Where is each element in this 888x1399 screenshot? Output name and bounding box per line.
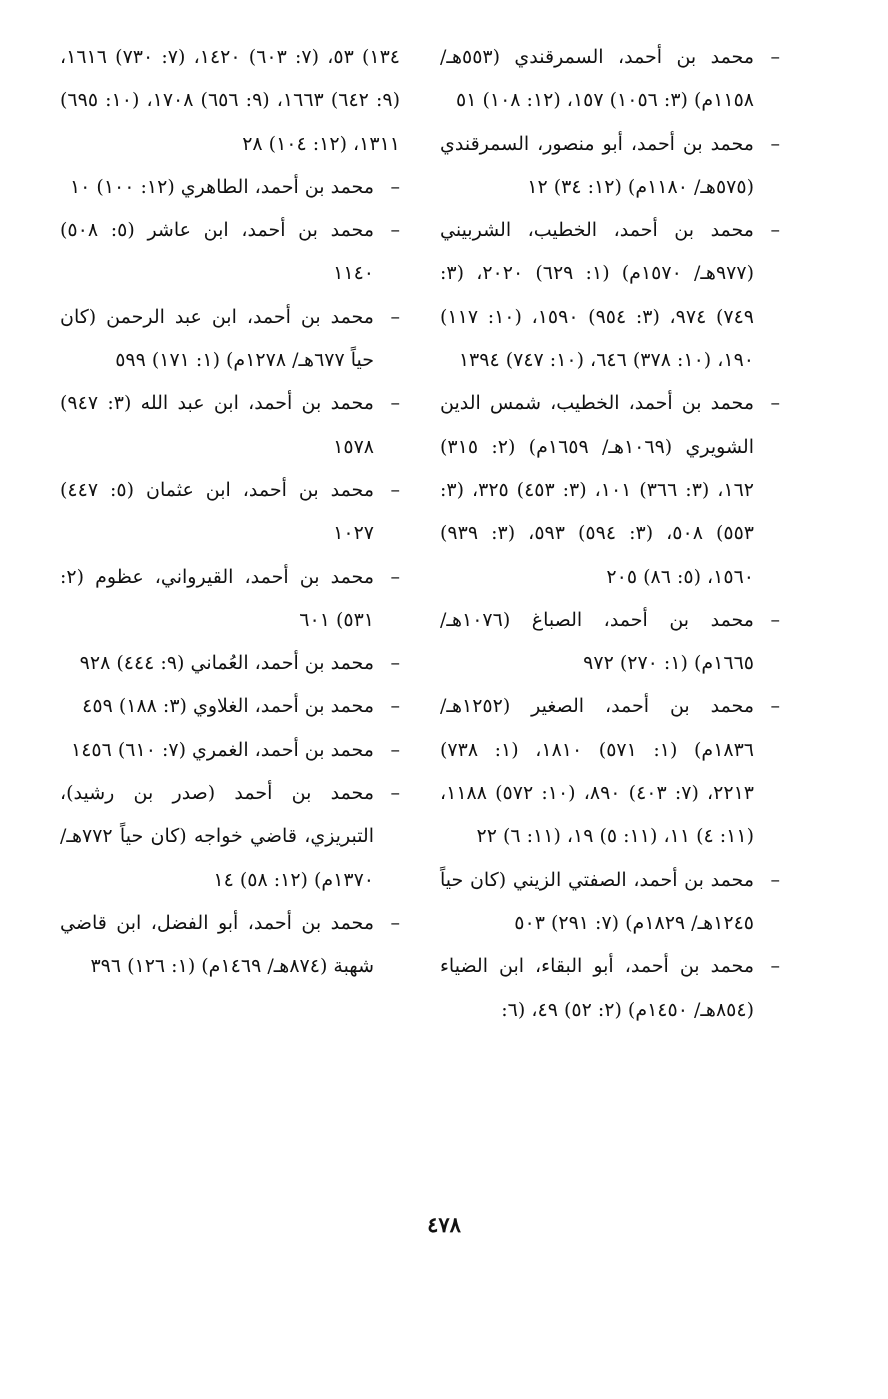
entry-dash: – [770,955,780,978]
index-entry [60,382,400,469]
entry-text: محمد بن أحمد، الخطيب، الشربيني (٩٧٧هـ/ ١٥٧٠م) (١: ٦٢٩) ٢٠٢٠، (٣: ٧٤٩) ٩٧٤، (٣: ٩٥٤) ١٥٩٠، (١٠: ١١٧) ١٩٠، (١٠: ٣٧٨) ٦٤٦، (١٠: ٧٤٧) ١٣٩٤ [440,219,754,372]
index-entry [60,685,400,728]
left-column [60,36,400,989]
index-entry [60,469,400,556]
index-entry [440,685,780,858]
entry-text: محمد بن أحمد، الغمري (٧: ٦١٠) ١٤٥٦ [71,738,374,761]
entry-dash: – [390,565,400,588]
index-entry [440,599,780,686]
entry-dash: – [770,132,780,155]
entry-dash: – [770,219,780,242]
entry-text: محمد بن أحمد، أبو منصور، السمرقندي (٥٧٥هـ/ ١١٨٠م) (١٢: ٣٤) ١٢ [440,132,754,198]
entry-text: محمد بن أحمد، ابن عبد الله (٣: ٩٤٧) ١٥٧٨ [60,392,374,458]
entry-dash: – [770,392,780,415]
index-entry [440,382,780,598]
entry-text: محمد بن أحمد، ابن عاشر (٥: ٥٠٨) ١١٤٠ [60,219,374,285]
entry-dash: – [770,868,780,891]
entry-text: محمد بن أحمد، الخطيب، شمس الدين الشويري (١٠٦٩هـ/ ١٦٥٩م) (٢: ٣١٥) ١٦٢، (٣: ٣٦٦) ١٠١، (٣: ٤٥٣) ٣٢٥، (٣: ٥٥٣) ٥٠٨، (٣: ٥٩٤) ٥٩٣، (٣: ٩٣٩) ١٥٦٠، (٥: ٨٦) ٢٠٥ [440,392,755,588]
entry-dash: – [390,695,400,718]
index-entry [60,209,400,296]
index-entry [440,945,780,1032]
entry-text: محمد بن أحمد، الغلاوي (٣: ١٨٨) ٤٥٩ [82,695,374,718]
entry-text: محمد بن أحمد (صدر بن رشيد)، التبريزي، قاضي خواجه (كان حياً ٧٧٢هـ/ ١٣٧٠م) (١٢: ٥٨) ١٤ [60,782,374,891]
index-entry [60,772,400,902]
entry-continuation: ١٣٤) ٥٣، (٧: ٦٠٣) ١٤٢٠، (٧: ٧٣٠) ١٦١٦، (٩: ٦٤٢) ١٦٦٣، (٩: ٦٥٦) ١٧٠٨، (١٠: ٦٩٥) ١٣١١، (١٢: ١٠٤) ٢٨ [60,46,401,155]
entry-text: محمد بن أحمد، الصغير (١٢٥٢هـ/ ١٨٣٦م) (١: ٥٧١) ١٨١٠، (١: ٧٣٨) ٢٢١٣، (٧: ٤٠٣) ٨٩٠، (١٠: ٥٧٢) ١١٨٨، (١١: ٤) ١١، (١١: ٥) ١٩، (١١: ٦) ٢٢ [440,695,755,848]
entry-dash: – [390,738,400,761]
index-entry [440,859,780,946]
right-column [440,36,780,1032]
entry-dash: – [770,608,780,631]
entry-dash: – [390,911,400,934]
entry-dash: – [390,219,400,242]
index-entry [60,166,400,209]
index-entry [60,556,400,643]
entry-text: محمد بن أحمد، الطاهري (١٢: ١٠٠) ١٠ [69,175,374,198]
entry-text: محمد بن أحمد، الصفتي الزيني (كان حياً ١٢٤٥هـ/ ١٨٢٩م) (٧: ٢٩١) ٥٠٣ [440,868,754,934]
page-number: ٤٧٨ [427,1212,461,1237]
entry-dash: – [770,46,780,68]
entry-dash: – [390,478,400,501]
index-entry [440,36,780,123]
entry-text: محمد بن أحمد، الصباغ (١٠٧٦هـ/ ١٦٦٥م) (١: ٢٧٠) ٩٧٢ [440,608,754,675]
index-entry [60,642,400,685]
entry-text: محمد بن أحمد، العُماني (٩: ٤٤٤) ٩٢٨ [79,652,374,675]
index-entry [60,296,400,383]
index-entry [60,729,400,772]
entry-dash: – [390,652,400,675]
entry-text: محمد بن أحمد، السمرقندي (٥٥٣هـ/ ١١٥٨م) (٣: ١٠٥٦) ١٥٧، (١٢: ١٠٨) ٥١ [440,46,754,112]
entry-text: محمد بن أحمد، أبو الفضل، ابن قاضي شهبة (٨٧٤هـ/ ١٤٦٩م) (١: ١٢٦) ٣٩٦ [60,911,374,978]
index-entry [60,902,400,989]
index-entry [440,123,780,210]
entry-dash: – [390,175,400,198]
entry-text: محمد بن أحمد، ابن عبد الرحمن (كان حياً ٦٧٧هـ/ ١٢٧٨م) (١: ١٧١) ٥٩٩ [60,305,374,372]
entry-text: محمد بن أحمد، القيرواني، عظوم (٢: ٥٣١) ٦٠١ [60,565,374,631]
entry-text: محمد بن أحمد، أبو البقاء، ابن الضياء (٨٥٤هـ/ ١٤٥٠م) (٢: ٥٢) ٤٩، (٦: [440,955,754,1021]
entry-dash: – [390,392,400,415]
entry-dash: – [390,305,400,328]
index-entry [440,209,780,382]
entry-dash: – [770,695,780,718]
entry-text: محمد بن أحمد، ابن عثمان (٥: ٤٤٧) ١٠٢٧ [60,478,374,545]
entry-dash: – [390,782,400,805]
